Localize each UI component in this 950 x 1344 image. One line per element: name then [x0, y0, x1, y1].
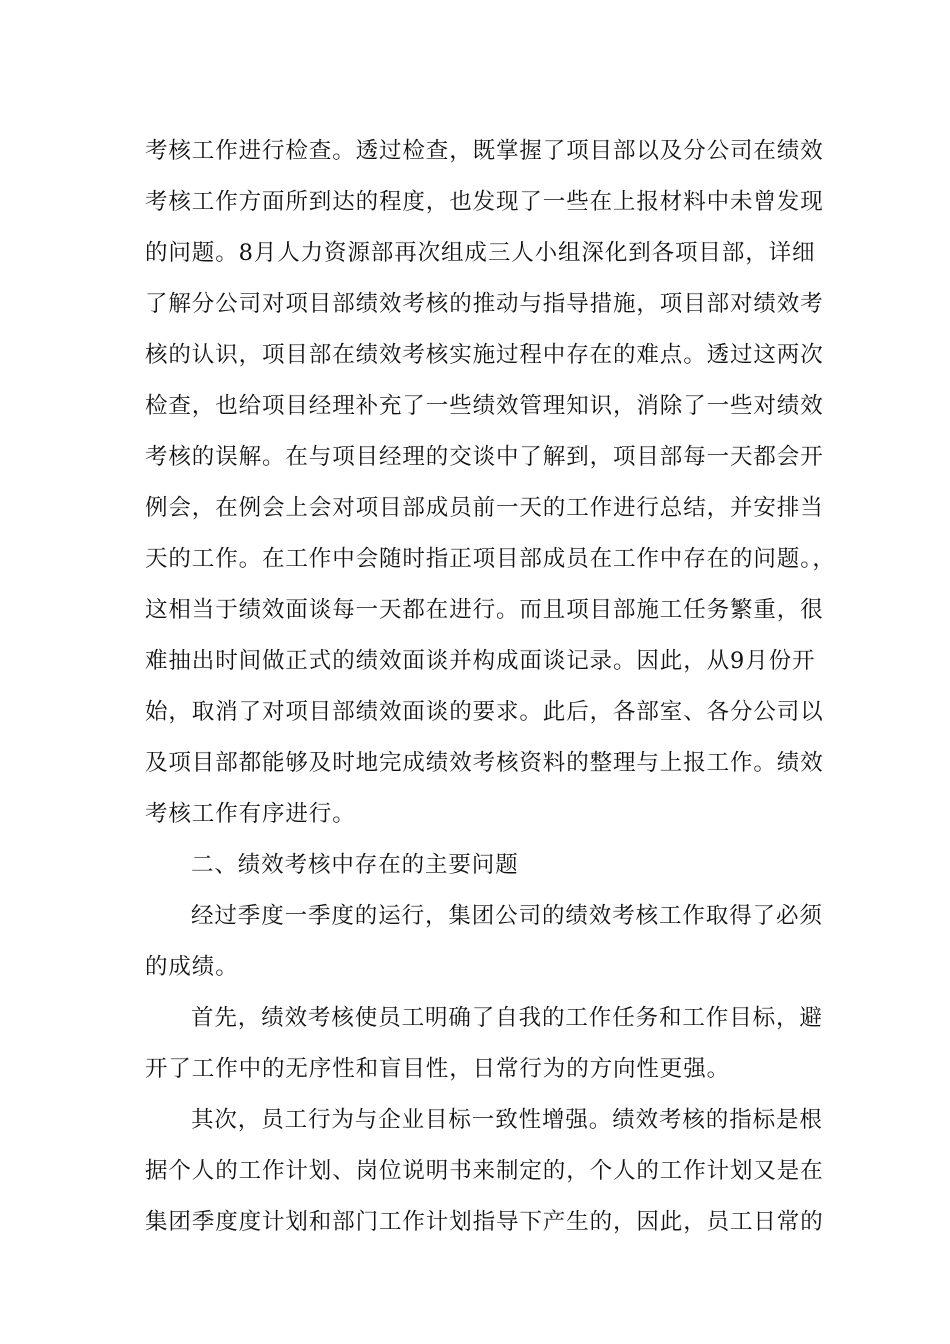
text-line: 这相当于绩效面谈每一天都在进行。而且项目部施工任务繁重，很: [145, 597, 824, 623]
text-line: 集团季度度计划和部门工作计划指导下产生的，因此，员工日常的: [145, 1209, 824, 1235]
text-line: 例会，在例会上会对项目部成员前一天的工作进行总结，并安排当: [145, 495, 824, 521]
section-heading: 二、绩效考核中存在的主要问题: [191, 852, 519, 878]
text-line: 考核工作有序进行。: [145, 801, 356, 827]
text-line: 考核工作方面所到达的程度，也发现了一些在上报材料中未曾发现: [145, 189, 824, 215]
text-line: 经过季度一季度的运行，集团公司的绩效考核工作取得了必须: [191, 903, 823, 929]
text-line: 考核的误解。在与项目经理的交谈中了解到，项目部每一天都会开: [145, 444, 824, 470]
text-line: 开了工作中的无序性和盲目性，日常行为的方向性更强。: [145, 1056, 731, 1082]
text-line: 难抽出时间做正式的绩效面谈并构成面谈记录。因此，从9月份开: [145, 648, 816, 674]
text-line: 天的工作。在工作中会随时指正项目部成员在工作中存在的问题。，: [145, 546, 836, 572]
text-line: 核的认识，项目部在绩效考核实施过程中存在的难点。透过这两次: [145, 342, 824, 368]
text-line: 考核工作进行检查。透过检查，既掌握了项目部以及分公司在绩效: [145, 138, 824, 164]
text-line: 及项目部都能够及时地完成绩效考核资料的整理与上报工作。绩效: [145, 750, 824, 776]
text-line: 的成绩。: [145, 954, 239, 980]
text-line: 检查，也给项目经理补充了一些绩效管理知识，消除了一些对绩效: [145, 393, 824, 419]
text-line: 其次，员工行为与企业目标一致性增强。绩效考核的指标是根: [191, 1107, 823, 1133]
text-line: 始，取消了对项目部绩效面谈的要求。此后，各部室、各分公司以: [145, 699, 824, 725]
text-line: 的问题。8月人力资源部再次组成三人小组深化到各项目部，详细: [145, 240, 816, 266]
text-line: 了解分公司对项目部绩效考核的推动与指导措施，项目部对绩效考: [145, 291, 824, 317]
text-line: 首先，绩效考核使员工明确了自我的工作任务和工作目标，避: [191, 1005, 823, 1031]
text-line: 据个人的工作计划、岗位说明书来制定的，个人的工作计划又是在: [145, 1158, 824, 1184]
